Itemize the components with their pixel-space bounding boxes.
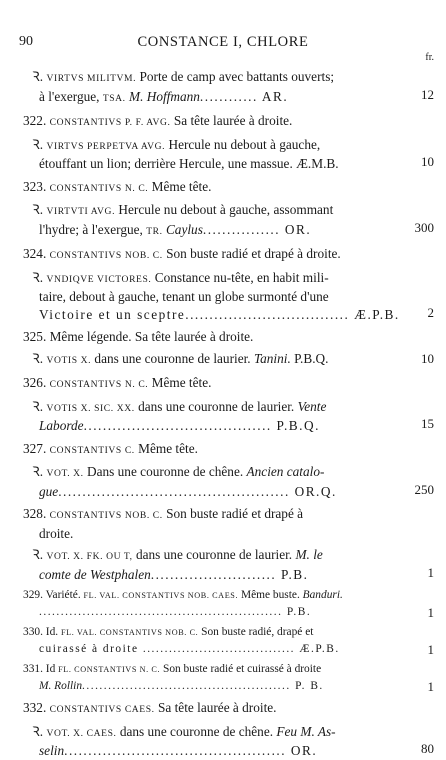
source-name: comte de Westphalen bbox=[39, 566, 151, 582]
catalog-entry bbox=[0, 505, 446, 542]
entry-text: 322. bbox=[23, 113, 50, 128]
entry-text: .............................................. OR. bbox=[64, 743, 318, 758]
entry-text: Sa tête laurée à droite. bbox=[170, 113, 293, 128]
coin-legend: VNDIQVE VICTORES. bbox=[46, 273, 152, 285]
entry-line bbox=[0, 723, 406, 743]
entry-text: Même tête. bbox=[148, 375, 212, 390]
entry-text: 332. bbox=[23, 700, 50, 715]
coin-legend: VIRTVS MILITVM. bbox=[46, 73, 137, 84]
entry-text: étouffant un lion; derrière Hercule, une massue. bbox=[39, 156, 297, 171]
entry-text: ................ OR. bbox=[202, 221, 312, 237]
entry-line bbox=[0, 587, 397, 604]
price-value: 15 bbox=[421, 416, 434, 431]
catalog-entry bbox=[0, 374, 446, 394]
entry-text: 325. Même légende. Sa tête laurée à droite. bbox=[23, 329, 254, 344]
reverse-description bbox=[0, 723, 446, 760]
coin-legend: VIRTVS PERPETVA AVG. bbox=[46, 140, 166, 152]
entry-line bbox=[0, 398, 406, 418]
entry-text: P.B.Q. bbox=[290, 350, 329, 366]
reverse-description bbox=[0, 136, 446, 173]
entry-text: Porte de camp avec battants ouverts; bbox=[136, 69, 335, 84]
entry-text: 329. Variété. bbox=[23, 589, 84, 601]
entry-text: Ꝛ. bbox=[32, 547, 47, 562]
entry-line bbox=[0, 221, 413, 241]
catalog-entry bbox=[0, 112, 446, 132]
price-value: 1 bbox=[427, 564, 434, 580]
price-value: 10 bbox=[421, 154, 434, 169]
catalog-entry bbox=[0, 587, 446, 621]
coin-legend: CONSTANTIVS P. F. AVG. bbox=[49, 117, 171, 128]
entry-line bbox=[0, 136, 406, 156]
coin-legend: VOTIS X. SIC. XX. bbox=[46, 402, 135, 414]
coin-legend: VOTIS X. bbox=[46, 354, 92, 366]
entry-text: l'hydre; à l'exergue, bbox=[39, 221, 147, 237]
entry-line bbox=[0, 306, 413, 324]
running-title: CONSTANCE I, CHLORE bbox=[137, 34, 309, 50]
entry-text: ....................................... P.B.Q. bbox=[83, 418, 320, 433]
coin-legend: VOT. X. CAES. bbox=[46, 727, 117, 739]
source-name: Feu M. As- bbox=[276, 723, 336, 739]
price-value: 12 bbox=[421, 86, 434, 102]
entry-text: Son buste radié, drapé et bbox=[198, 626, 314, 638]
coin-legend: CONSTANTIVS NOB. C. bbox=[49, 510, 163, 521]
entry-line bbox=[0, 699, 439, 719]
entry-text: ........................................................ P.B. bbox=[39, 606, 312, 618]
source-name: M. le bbox=[295, 547, 323, 562]
entry-line bbox=[0, 440, 439, 460]
source-name: selin bbox=[39, 743, 65, 758]
entry-line bbox=[0, 374, 439, 394]
entry-text: Hercule nu debout à gauche, bbox=[165, 136, 321, 152]
entry-text: .......................... P.B. bbox=[150, 566, 309, 582]
page-number: 90 bbox=[19, 34, 33, 49]
coin-legend: VOT. X. FK. OU T, bbox=[46, 551, 133, 562]
entry-text: Ꝛ. bbox=[32, 69, 47, 84]
entry-text: dans une couronne de laurier. bbox=[132, 547, 296, 562]
entry-text: dans une couronne de laurier. bbox=[91, 350, 254, 366]
entry-line bbox=[0, 641, 413, 658]
entry-text: Son buste radié et drapé à bbox=[162, 506, 304, 521]
coin-legend: VIRTVTI AVG. bbox=[46, 206, 116, 217]
reverse-description bbox=[0, 350, 446, 370]
source-name: Laborde bbox=[39, 418, 84, 433]
entry-text: Même buste. bbox=[238, 589, 303, 601]
entry-line bbox=[0, 269, 406, 289]
reverse-description bbox=[0, 463, 446, 500]
entry-line bbox=[0, 155, 413, 173]
entry-line bbox=[0, 350, 406, 370]
entry-text: cuirassé à droite ................................... Æ.P.B. bbox=[39, 643, 340, 655]
entry-line bbox=[0, 201, 406, 221]
reverse-description bbox=[0, 201, 446, 240]
entry-text: à l'exergue, bbox=[39, 88, 103, 104]
entry-text: 324. bbox=[23, 246, 50, 261]
source-name: gue bbox=[39, 483, 59, 499]
entry-text: Constance nu-tête, en habit mili- bbox=[151, 269, 329, 285]
entry-line bbox=[0, 505, 439, 525]
entry-line bbox=[0, 566, 413, 584]
entry-line bbox=[0, 328, 439, 346]
entry-line bbox=[0, 525, 446, 543]
entry-text: Victoire et un sceptre.................................. Æ.P.B. bbox=[39, 306, 400, 322]
price-value: 1 bbox=[427, 642, 434, 657]
entry-text: 330. Id. bbox=[23, 626, 61, 638]
entry-text: Ꝛ. bbox=[32, 464, 47, 479]
entry-text: Sa tête laurée à droite. bbox=[154, 700, 277, 715]
entry-text: taire, debout à gauche, tenant un globe surmonté d'une bbox=[39, 289, 329, 304]
entry-text: Même tête. bbox=[148, 178, 212, 194]
entry-text: Hercule nu debout à gauche, assommant bbox=[115, 202, 334, 217]
entry-text: ................................................ P. B. bbox=[82, 680, 324, 692]
coin-legend: CONSTANTIVS NOB. C. bbox=[49, 250, 163, 261]
entry-text: 331. Id bbox=[23, 663, 59, 675]
coin-legend: FL. CONSTANTIVS N. C. bbox=[58, 665, 161, 674]
price-value: 1 bbox=[427, 605, 434, 620]
reverse-description bbox=[0, 546, 446, 583]
entry-text: Ꝛ. bbox=[32, 398, 47, 414]
entry-text: Ꝛ. bbox=[32, 269, 47, 285]
catalog-entry bbox=[0, 699, 446, 719]
entry-line bbox=[0, 463, 406, 483]
coin-legend: CONSTANTIVS C. bbox=[49, 444, 135, 456]
entry-text: 326. bbox=[23, 375, 50, 390]
entry-text: Son buste radié et drapé à droite. bbox=[162, 246, 341, 261]
catalog-entry bbox=[0, 661, 446, 695]
source-name: M. Hoffmann bbox=[129, 88, 200, 104]
price-value: 1 bbox=[427, 679, 434, 694]
coin-legend: VOT. X. bbox=[46, 468, 84, 479]
entry-text: 327. bbox=[23, 440, 50, 456]
entry-text: Même tête. bbox=[134, 440, 198, 456]
entry-text: ............ AR. bbox=[199, 88, 289, 104]
catalog-entry bbox=[0, 178, 446, 198]
entry-text: dans une couronne de laurier. bbox=[134, 398, 298, 414]
coin-legend: FL. VAL. CONSTANTIVS NOB. CAES. bbox=[83, 591, 239, 600]
entry-text: Ꝛ. bbox=[32, 202, 47, 217]
catalog-entry bbox=[0, 328, 446, 346]
reverse-description bbox=[0, 269, 446, 324]
entry-text: Æ.M.B. bbox=[296, 156, 339, 171]
entry-text: 328. bbox=[23, 506, 50, 521]
price-value: 10 bbox=[421, 350, 434, 366]
source-name: Banduri. bbox=[302, 589, 343, 601]
source-name: Caylus bbox=[165, 221, 203, 237]
source-name: Vente bbox=[297, 398, 327, 414]
entry-line bbox=[0, 288, 413, 306]
entry-line bbox=[0, 178, 439, 198]
price-value: 300 bbox=[414, 219, 434, 235]
entry-text: dans une couronne de chêne. bbox=[116, 723, 277, 739]
entry-line bbox=[0, 546, 406, 566]
coin-legend: CONSTANTIVS CAES. bbox=[49, 704, 155, 715]
entry-text: Ꝛ. bbox=[32, 350, 47, 366]
price-value: 250 bbox=[414, 481, 434, 497]
catalog-entry bbox=[0, 245, 446, 265]
price-value: 80 bbox=[421, 741, 434, 756]
entry-text: droite. bbox=[39, 525, 74, 541]
entry-line bbox=[0, 112, 439, 132]
coin-legend: FL. VAL. CONSTANTIVS NOB. C. bbox=[60, 628, 199, 637]
entry-line bbox=[0, 678, 413, 695]
entry-line bbox=[0, 68, 406, 88]
page-header bbox=[0, 34, 446, 54]
catalog-entry bbox=[0, 624, 446, 658]
entry-line bbox=[0, 483, 413, 501]
entry-text: ................................................ OR.Q. bbox=[58, 483, 337, 499]
price-value: 2 bbox=[427, 304, 434, 320]
source-name: Tanini. bbox=[253, 350, 291, 366]
coin-legend: TR. bbox=[146, 225, 163, 237]
coin-legend: CONSTANTIVS N. C. bbox=[49, 182, 149, 194]
entry-text: Ꝛ. bbox=[32, 723, 47, 739]
price-column-unit: fr. bbox=[425, 52, 434, 63]
reverse-description bbox=[0, 398, 446, 435]
coin-entries bbox=[0, 64, 446, 760]
source-name: Ancien catalo- bbox=[246, 464, 325, 479]
entry-line bbox=[0, 661, 397, 678]
reverse-description bbox=[0, 68, 446, 107]
coin-legend: CONSTANTIVS N. C. bbox=[49, 379, 149, 390]
entry-line bbox=[0, 245, 439, 265]
entry-text: Ꝛ. bbox=[32, 136, 47, 152]
coin-legend: TSA. bbox=[102, 92, 126, 104]
entry-line bbox=[0, 604, 413, 621]
entry-line bbox=[0, 742, 413, 760]
entry-text: 323. bbox=[23, 178, 50, 194]
entry-text: Son buste radié et cuirassé à droite bbox=[160, 663, 322, 675]
entry-line bbox=[0, 417, 413, 435]
source-name: M. Rollin bbox=[39, 680, 83, 692]
entry-text: Dans une couronne de chêne. bbox=[83, 464, 247, 479]
entry-line bbox=[0, 88, 413, 108]
entry-line bbox=[0, 624, 397, 641]
catalog-entry bbox=[0, 440, 446, 460]
